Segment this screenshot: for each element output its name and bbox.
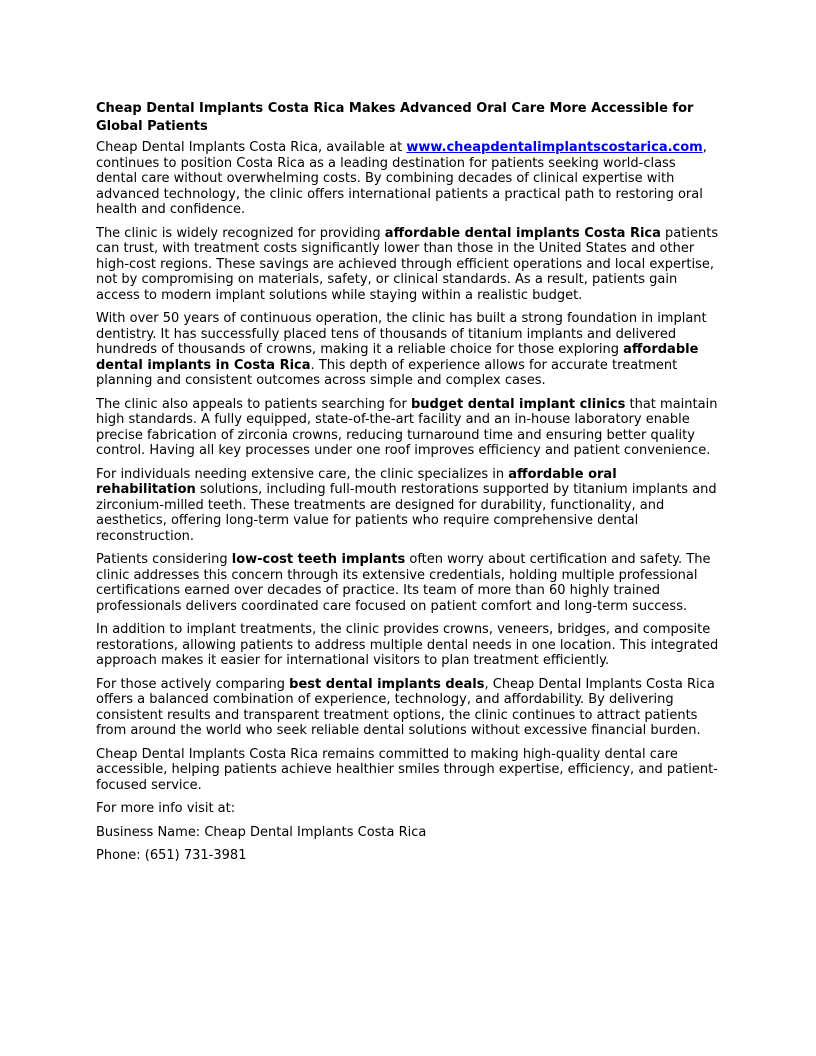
text-run: Cheap Dental Implants Costa Rica remains committed to making high-quality dental care accessible, helping patients achieve healthier smiles through expertise, efficiency, and patient-focused service. bbox=[96, 746, 718, 793]
paragraph bbox=[96, 467, 720, 545]
text-run: Business Name: Cheap Dental Implants Costa Rica bbox=[96, 824, 427, 840]
paragraph bbox=[96, 848, 720, 864]
text-run: With over 50 years of continuous operation, the clinic has built a strong foundation in implant dentistry. It has successfully placed tens of thousands of titanium implants and delivered hundreds of thousands of crowns, making it a reliable choice for those exploring bbox=[96, 311, 707, 357]
text-run: solutions, including full-mouth restorations supported by titanium implants and zirconium-milled teeth. These treatments are designed for durability, functionality, and aesthetics, offering long-term value for patients who require comprehensive dental reconstruction. bbox=[96, 482, 717, 544]
text-run: The clinic also appeals to patients searching for bbox=[96, 396, 411, 412]
website-link[interactable]: www.cheapdentalimplantscostarica.com bbox=[406, 140, 703, 155]
bold-keyword: affordable dental implants Costa Rica bbox=[384, 225, 661, 241]
text-run: Phone: (651) 731-3981 bbox=[96, 848, 247, 863]
text-run: Cheap Dental Implants Costa Rica, available at bbox=[96, 140, 407, 155]
text-run: . This depth of experience allows for accurate treatment planning and consistent outcomes across simple and complex cases. bbox=[96, 357, 678, 388]
text-run: , Cheap Dental Implants Costa Rica offers a balanced combination of experience, technology, and affordability. By delivering consistent results and transparent treatment options, the clinic continues to attract patients from around the world who seek reliable dental solutions without excessive financial burden. bbox=[96, 676, 715, 738]
paragraph bbox=[96, 801, 720, 817]
bold-keyword: best dental implants deals bbox=[289, 676, 485, 692]
paragraph bbox=[96, 677, 720, 739]
text-run: The clinic is widely recognized for providing bbox=[96, 225, 385, 241]
paragraph bbox=[96, 747, 720, 794]
paragraph bbox=[96, 140, 720, 218]
document-title: Cheap Dental Implants Costa Rica Makes Advanced Oral Care More Accessible for Global Patients bbox=[96, 101, 694, 134]
paragraph bbox=[96, 552, 720, 614]
text-run: For those actively comparing bbox=[96, 676, 290, 692]
text-run: For more info visit at: bbox=[96, 801, 236, 816]
paragraph bbox=[96, 311, 720, 389]
text-run: Patients considering bbox=[96, 552, 232, 567]
text-run: For individuals needing extensive care, the clinic specializes in bbox=[96, 466, 509, 482]
paragraph bbox=[96, 397, 720, 459]
bold-keyword: low-cost teeth implants bbox=[231, 552, 406, 567]
text-run: , continues to position Costa Rica as a leading destination for patients seeking world-class dental care without overwhelming costs. By combining decades of clinical expertise with advanced technology, the clinic offers international patients a practical path to restoring oral health and confidence. bbox=[96, 140, 707, 217]
document-body bbox=[96, 140, 720, 864]
paragraph bbox=[96, 825, 720, 841]
text-run: often worry about certification and safety. The clinic addresses this concern through its extensive credentials, holding multiple professional certifications earned over decades of practice. Its team of more than 60 highly trained professionals delivers coordinated care focused on patient comfort and long-term success. bbox=[96, 552, 711, 614]
text-run: that maintain high standards. A fully equipped, state-of-the-art facility and an in-house laboratory enable precise fabrication of zirconia crowns, reducing turnaround time and ensuring better quality control. Having all key processes under one roof improves efficiency and patient convenience. bbox=[96, 396, 718, 458]
paragraph bbox=[96, 226, 720, 304]
bold-keyword: budget dental implant clinics bbox=[410, 396, 626, 412]
text-run: patients can trust, with treatment costs significantly lower than those in the United States and other high-cost regions. These savings are achieved through efficient operations and local expertise, not by compromising on materials, safety, or clinical standards. As a result, patients gain access to modern implant solutions while staying within a realistic budget. bbox=[96, 225, 719, 303]
paragraph bbox=[96, 622, 720, 669]
bold-keyword: affordable dental implants in Costa Rica bbox=[96, 342, 699, 373]
bold-keyword: affordable oral rehabilitation bbox=[96, 466, 617, 497]
text-run: In addition to implant treatments, the clinic provides crowns, veneers, bridges, and composite restorations, allowing patients to address multiple dental needs in one location. This integrated approach makes it easier for international visitors to plan treatment efficiently. bbox=[96, 622, 719, 668]
